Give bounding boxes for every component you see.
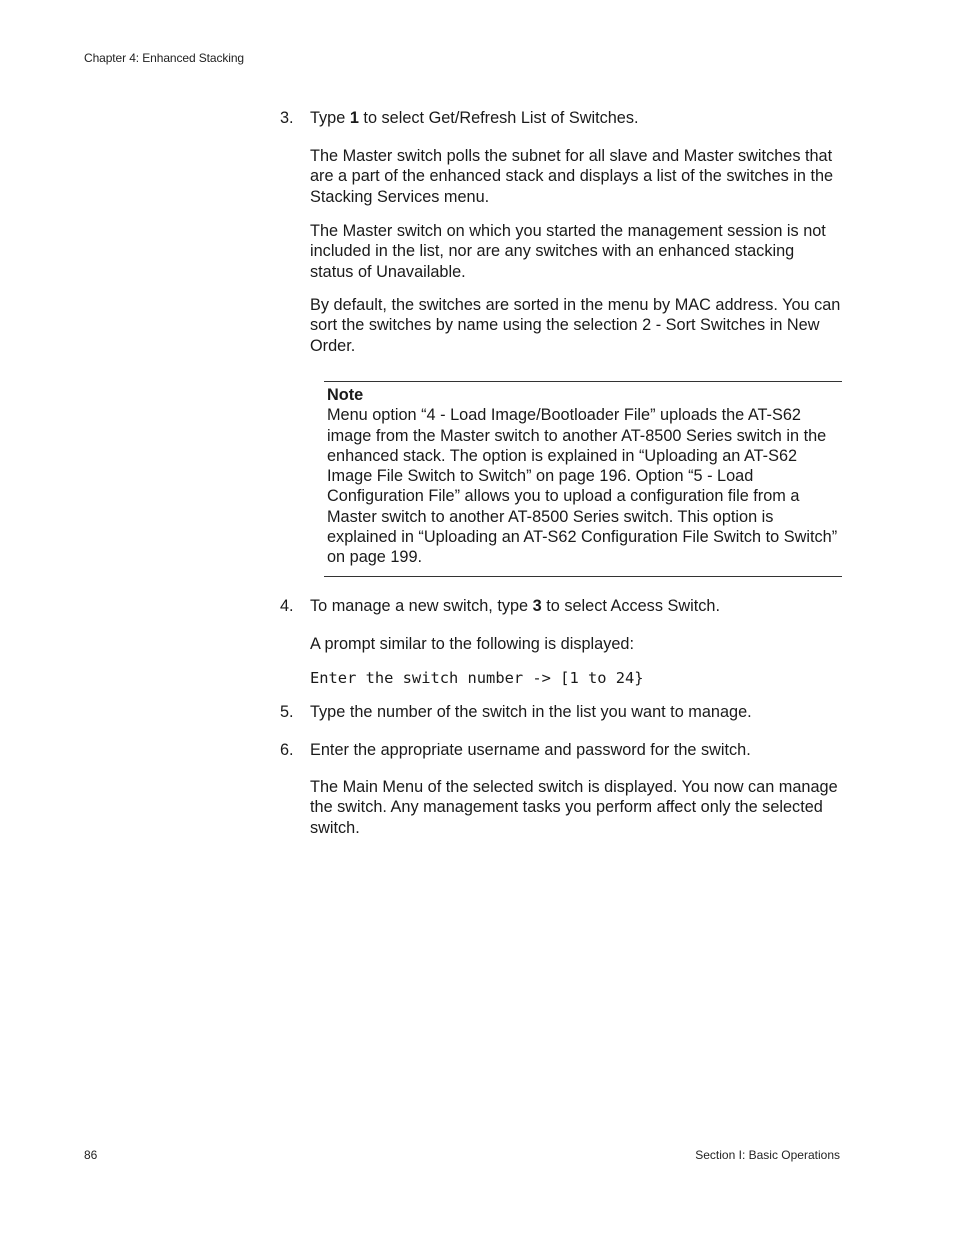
step-3-paragraph-3: By default, the switches are sorted in the menu by MAC address. You can sort the switches by name using the selection 2 - Sort Switches in New Order. — [310, 296, 841, 355]
note-body: Menu option “4 - Load Image/Bootloader File” uploads the AT-S62 image from the Master switch to another AT-8500 Series switch in the enhanced stack. The option is explained in “Uploading an AT-S62 Image File Switch to Switch” on page 196. Option “5 - Load Configuration File” allows you to upload a configuration file from a Master switch to another AT-8500 Series switch. This option is explained in “Uploading an AT-S62 Configuration File Switch to Switch” on page 199. — [327, 406, 838, 567]
step-number: 5. — [280, 703, 294, 721]
section-title: Section I: Basic Operations — [695, 1148, 840, 1162]
step-key: 1 — [349, 109, 359, 127]
step-3-paragraph-1: The Master switch polls the subnet for all slave and Master switches that are a part of the enhanced stack and displays a list of the switches in the Stacking Services menu. — [310, 147, 834, 206]
page-number: 86 — [84, 1148, 98, 1162]
step-key: 3 — [532, 597, 542, 615]
step-4-paragraph-1: A prompt similar to the following is displayed: — [310, 635, 634, 653]
step-text-pre: Type — [310, 109, 350, 127]
note-heading: Note — [327, 386, 364, 404]
step-number: 3. — [280, 109, 294, 127]
note-box — [324, 381, 842, 577]
step-text — [310, 596, 842, 616]
step-text-post: to select Get/Refresh List of Switches. — [358, 109, 639, 127]
step-3-paragraph-2: The Master switch on which you started the management session is not included in the list, nor are any switches with an enhanced stacking status of Unavailable. — [310, 222, 826, 281]
step-text — [310, 108, 842, 128]
step-number: 4. — [280, 597, 294, 615]
step-text-pre: To manage a new switch, type — [310, 597, 533, 615]
step-text: Enter the appropriate username and password for the switch. — [310, 741, 751, 759]
running-head: Chapter 4: Enhanced Stacking — [84, 51, 244, 65]
step-text: Type the number of the switch in the list you want to manage. — [310, 703, 752, 721]
step-6-paragraph-1: The Main Menu of the selected switch is displayed. You now can manage the switch. Any management tasks you perform affect only the selected switch. — [310, 778, 838, 837]
step-number: 6. — [280, 741, 294, 759]
code-example: Enter the switch number -> [1 to 24} — [310, 669, 644, 687]
step-text-post: to select Access Switch. — [541, 597, 720, 615]
